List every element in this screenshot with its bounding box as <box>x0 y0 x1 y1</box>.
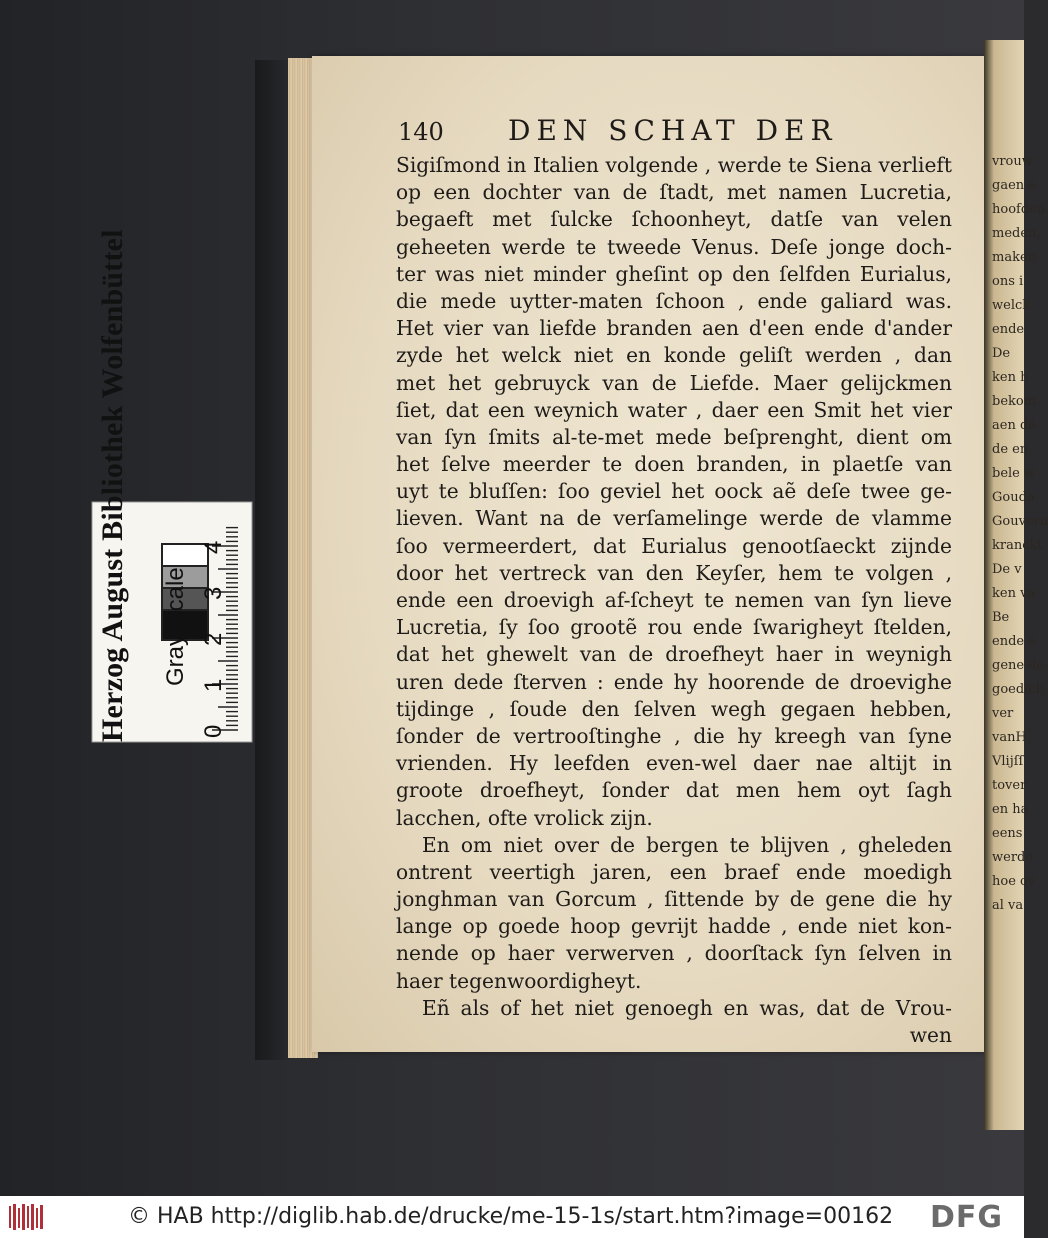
facing-page-fragment: kranckt <box>992 538 1043 553</box>
text-line: ende een droevigh af-ſcheyt te nemen van ſyn lieve <box>396 588 952 612</box>
facing-page-fragment: Gouda <box>992 490 1035 505</box>
text-line: ter was niet minder gheſint op den ſelfden Eurialus, <box>396 261 952 286</box>
text-line: wen <box>909 1023 952 1047</box>
text-line: zyde het welck niet en konde geliſt werden , dan <box>396 343 952 368</box>
institution-label: Herzog August Bibliothek Wolfenbüttel <box>96 229 129 742</box>
facing-page-fragment: bekom <box>992 394 1037 409</box>
text-line: nende op haer verwerven , doorſtack ſyn ſelven in <box>396 941 952 966</box>
facing-page-fragment: gaen a <box>992 178 1037 193</box>
text-line: Eñ als of het niet genoegh en was, dat de Vrou- <box>422 995 952 1020</box>
text-line: lacchen, ofte vrolick zijn. <box>396 805 653 830</box>
text-line: lange op goede hoop gevrijt hadde , ende niet kon- <box>396 914 952 939</box>
facing-page-fragment: Be <box>992 610 1010 625</box>
text-line: begaeft met ſulcke ſchoonheyt, datſe van velen <box>396 207 952 232</box>
copyright-link[interactable]: © HAB http://diglib.hab.de/drucke/me-15-1s/start.htm?image=00162 <box>128 1204 894 1229</box>
text-line: uren dede ſterven : ende hy hoorende de droevighe <box>396 669 952 694</box>
text-line: het ſelve meerder te doen branden, in plaetſe van <box>396 452 952 477</box>
facing-page-fragment: tover <box>992 778 1027 793</box>
facing-page-fragment: welck <box>992 298 1031 313</box>
facing-page-fragment: meden, <box>992 226 1041 241</box>
text-line: die mede uytter-maten ſchoon , ende galiard was. <box>396 288 952 313</box>
facing-page-fragment: werde <box>992 850 1034 865</box>
text-line: Sigiſmond in Italien volgende , werde te Siena verlieft <box>396 153 952 177</box>
text-line: lieven. Want na de verſamelinge werde de vlamme <box>396 506 952 531</box>
ruler-number: 2 <box>200 632 227 646</box>
facing-page-fragment: vrouw <box>992 154 1033 169</box>
page-number: 140 <box>398 118 444 146</box>
text-line: haer tegenwoordigheyt. <box>396 968 642 993</box>
facing-page-fragment: Vlijſſ <box>992 754 1024 769</box>
facing-page-fragment: Gouvern <box>992 514 1048 529</box>
text-line: ſiet, dat een weynich water , daer een Smit het vier <box>396 397 952 422</box>
text-line: dat het ghewelt van de droefheyt haer in weynigh <box>396 642 952 667</box>
running-head <box>398 112 918 152</box>
facing-page-fragment: ver <box>992 706 1014 721</box>
text-line: op een dochter van de ſtadt, met namen Lucretia, <box>396 180 952 205</box>
text-line: door het vertreck van den Keyſer, hem te volgen , <box>396 560 952 585</box>
text-line: vrienden. Hy leefden even-wel daer nae altijt in <box>396 751 952 776</box>
text-line: van ſyn ſmits al-te-met mede beſprenght, dient om <box>396 424 952 449</box>
facing-page-fragment: en ha <box>992 802 1029 817</box>
facing-page-fragment: hoofden <box>992 202 1046 217</box>
facing-page-fragment: vanH <box>992 730 1027 745</box>
text-line: Lucretia, ſy ſoo grootẽ rou ende ſwarigheyt ſtelden, <box>396 615 952 640</box>
footer-bar <box>0 1196 1024 1238</box>
facing-page-fragment: gene de <box>992 658 1045 673</box>
facing-page-fragment: al va <box>992 898 1024 913</box>
text-line: ſonder de vertrooſtinghe , die hy kreegh van ſyne <box>396 723 952 748</box>
text-line: groote droefheyt, ſonder dat men hem oyt ſagh <box>396 778 952 803</box>
facing-page-fragment: ende <box>992 322 1025 337</box>
facing-page-fragment: hoe ov <box>992 874 1036 889</box>
facing-page-fragment: maken <box>992 250 1037 265</box>
text-line: Het vier van liefde branden aen d'een ende d'ander <box>396 316 952 341</box>
text-line: ſoo vermeerdert, dat Eurialus genootſaeckt zijnde <box>396 533 952 558</box>
facing-page-fragment: ende a <box>992 634 1036 649</box>
text-line: ontrent veertigh jaren, een braef ende moedigh <box>396 859 952 884</box>
text-line: met het gebruyck van de Liefde. Maer gelijckmen <box>396 370 952 395</box>
facing-page-fragment: ken va <box>992 586 1036 601</box>
running-title: DEN SCHAT DER <box>508 114 838 147</box>
text-line: uyt te bluſſen: ſoo geviel het oock aẽ deſe twee ge- <box>396 479 952 504</box>
facing-page-text <box>992 150 1048 913</box>
text-line: jonghman van Gorcum , ſittende by de gene die hy <box>396 887 952 912</box>
body-text <box>396 152 952 1049</box>
text-line: tijdinge , ſoude den ſelven wegh gegaen hebben, <box>396 696 952 721</box>
facing-page-fragment: de en <box>992 442 1029 457</box>
facing-page-fragment: ken h <box>992 370 1029 385</box>
facing-page-fragment: eens <box>992 826 1023 841</box>
ruler-number: 3 <box>200 586 227 600</box>
text-line: En om niet over de bergen te blijven , gheleden <box>422 832 952 857</box>
ruler-number: 4 <box>200 540 227 554</box>
facing-page-fragment: aen dá <box>992 418 1037 433</box>
text-line: geheeten werde te tweede Venus. Deſe jonge doch- <box>396 234 952 259</box>
dfg-logo: DFG <box>930 1200 1004 1235</box>
facing-page-fragment: De <box>992 346 1011 361</box>
gray-scale-label: Gray Scale <box>162 567 189 686</box>
facing-page-fragment: ons i <box>992 274 1024 289</box>
barcode-icon <box>8 1202 44 1232</box>
facing-page-fragment: De v <box>992 562 1022 577</box>
facing-page-fragment: goedich <box>992 682 1044 697</box>
ruler-number: 0 <box>200 724 227 738</box>
facing-page-fragment: bele w <box>992 466 1036 481</box>
ruler-number: 1 <box>200 678 227 692</box>
